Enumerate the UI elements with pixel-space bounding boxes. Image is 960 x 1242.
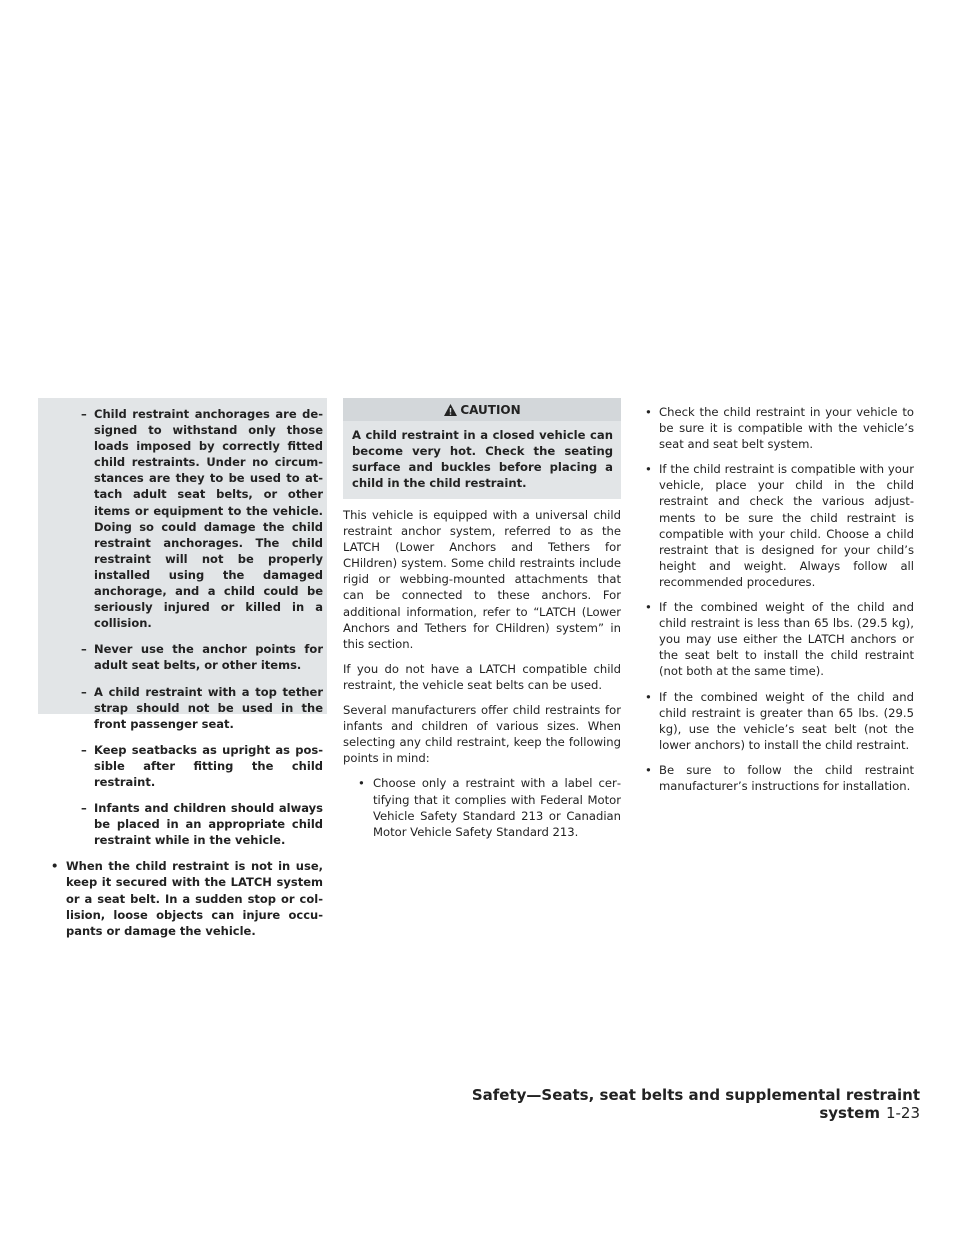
warning-dash-item: – A child restraint with a top tether strap should not be used in the front passenger seat.	[81, 684, 323, 731]
caution-text: A child restraint in a closed vehicle can become very hot. Check the seating surface and buckles before placing a child in the child restraint.	[352, 428, 613, 490]
warning-dash-item: – Child restraint anchorages are designed to withstand only those loads imposed by correctly fitted child restraints. Under no circumstances are they to be used to attach adult seat belts, or other items or equipment to the vehicle. Doing so could damage the child restraint anchorages. The child restraint will not be properly installed using the damaged anchorage, and a child could be seriously injured or killed in a collision.	[81, 407, 323, 631]
list-item: • If the combined weight of the child and child restraint is greater than 65 lbs. (29.5 kg), use the vehicle’s seat belt (not the lower anchors) to install the child restraint.	[645, 689, 914, 752]
section-title: Safety—Seats, seat belts and supplemental restraint system	[471, 1086, 920, 1122]
warning-dash-item: – Infants and children should always be placed in an appropriate child restraint while in the vehicle.	[81, 801, 323, 848]
manufacturers-paragraph: Several manufacturers offer child restraints for infants and children of various sizes. When selecting any child restraint, keep the following points in mind:	[343, 703, 621, 766]
page-number: 1-23	[885, 1104, 920, 1122]
warning-dash-item: – Never use the anchor points for adult seat belts, or other items.	[81, 642, 323, 673]
warning-box-continued	[38, 398, 327, 938]
right-column	[639, 404, 914, 803]
warning-bullet-item: • When the child restraint is not in use, keep it secured with the LATCH system or a seat belt. In a sudden stop or collision, loose objects can injure occupants or damage the vehicle.	[51, 859, 323, 938]
page-footer	[420, 1086, 920, 1122]
seat-belt-paragraph: If you do not have a LATCH compatible child restraint, the vehicle seat belts can be used.	[343, 661, 621, 692]
caution-box	[343, 398, 621, 499]
list-item: • If the combined weight of the child and child restraint is less than 65 lbs. (29.5 kg), you may use either the LATCH anchors or the seat belt to install the child restraint (not both at the same time).	[645, 600, 914, 679]
warning-triangle-icon	[443, 403, 458, 417]
caution-title: CAUTION	[460, 403, 521, 417]
latch-intro-paragraph: This vehicle is equipped with a universal child restraint anchor system, referred to as the LATCH (Lower Anchors and Tethers for CHildren) system. Some child restraints include rigid or webbing-mounted attachments that can be connected to these anchors. For additional information, refer to “LATCH (Lower Anchors and Tethers for CHildren) system” in this section.	[343, 508, 621, 651]
list-item: • If the child restraint is compatible with your vehicle, place your child in the child restraint and check the various adjustments to be sure the child restraint is compatible with your child. Choose a child restraint that is designed for your child’s height and weight. Always follow all recommended procedures.	[645, 462, 914, 589]
list-item: • Choose only a restraint with a label certifying that it complies with Federal Motor Vehicle Safety Standard 213 or Canadian Motor Vehicle Safety Standard 213.	[358, 776, 621, 839]
list-item: • Check the child restraint in your vehicle to be sure it is compatible with the vehicle’s seat and seat belt system.	[645, 405, 914, 452]
list-item: • Be sure to follow the child restraint manufacturer’s instructions for installation.	[645, 762, 914, 793]
middle-column	[343, 398, 621, 849]
warning-dash-item: – Keep seatbacks as upright as possible after fitting the child restraint.	[81, 742, 323, 789]
caution-header	[343, 398, 621, 421]
